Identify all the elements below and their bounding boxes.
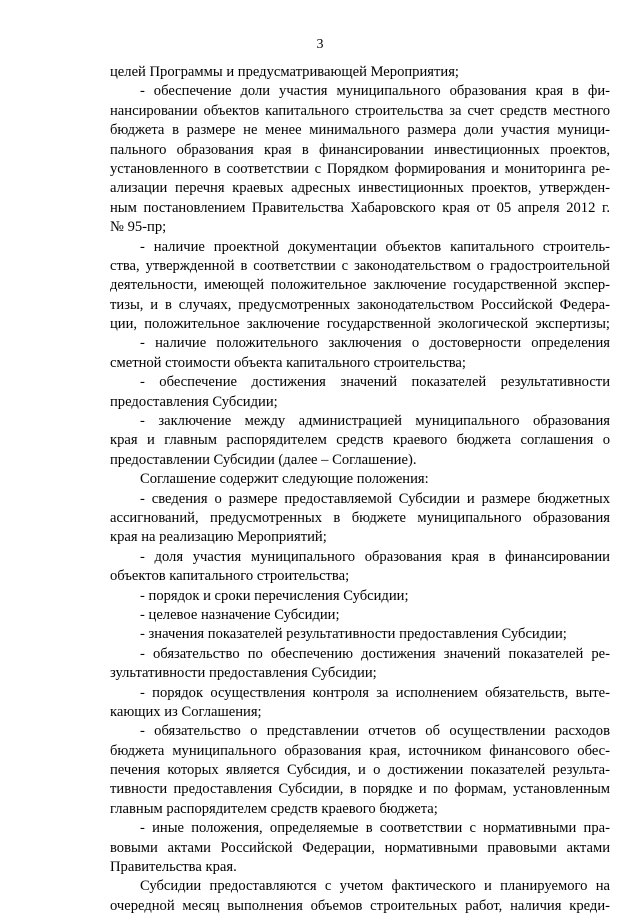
text-line: пального образования края в финансировании инвестиционных проектов, xyxy=(110,141,610,158)
text-line: вовыми актами Российской Федерации, нормативными правовыми актами xyxy=(110,839,610,856)
text-line: № 95-пр; xyxy=(110,219,167,236)
document-body xyxy=(110,63,610,916)
text-line: предоставления Субсидии; xyxy=(110,393,278,410)
text-line: ализации перечня краевых адресных инвестиционных проектов, утвержден- xyxy=(110,180,610,197)
text-line: Субсидии предоставляются с учетом фактического и планируемого на xyxy=(140,878,610,895)
text-line: деятельности, имеющей положительное заключение государственной экспер- xyxy=(110,277,610,294)
text-line: объектов капитального строительства; xyxy=(110,568,350,585)
text-line: бюджета муниципального образования края, источником финансового обес- xyxy=(110,742,610,759)
text-line: печения которых является Субсидия, и о достижении показателей результа- xyxy=(110,762,610,779)
text-line: - значения показателей результативности предоставления Субсидии; xyxy=(140,626,567,643)
text-line: - иные положения, определяемые в соответствии с нормативными пра- xyxy=(140,820,610,837)
text-line: - заключение между администрацией муниципального образования xyxy=(140,413,610,430)
text-line: - обязательство о представлении отчетов об осуществлении расходов xyxy=(140,723,610,740)
text-line: - обеспечение достижения значений показателей результативности xyxy=(140,374,610,391)
text-line: Правительства края. xyxy=(110,859,237,876)
text-line: - наличие положительного заключения о достоверности определения xyxy=(140,335,610,352)
text-line: кающих из Соглашения; xyxy=(110,703,262,720)
text-line: - обязательство по обеспечению достижения значений показателей ре- xyxy=(140,645,610,662)
text-line: нансировании объектов капитального строительства за счет средств местного xyxy=(110,102,610,119)
text-line: тивности предоставления Субсидии, в порядке и по формам, установленным xyxy=(110,781,610,798)
text-line: края и главным распорядителем средств краевого бюджета соглашения о xyxy=(110,432,610,449)
text-line: тизы, и в случаях, предусмотренных законодательством Российской Федера- xyxy=(110,296,610,313)
text-line: - целевое назначение Субсидии; xyxy=(140,606,340,623)
page-number: 3 xyxy=(316,37,324,52)
text-line: ции, положительное заключение государственной экологической экспертизы; xyxy=(110,316,610,333)
text-line: зультативности предоставления Субсидии; xyxy=(110,665,377,682)
text-line: сметной стоимости объекта капитального строительства; xyxy=(110,354,466,371)
text-line: бюджета в размере не менее минимального размера доли участия муници- xyxy=(110,122,610,139)
text-line: Соглашение содержит следующие положения: xyxy=(140,471,429,488)
text-line: ства, утвержденной в соответствии с законодательством о градостроительной xyxy=(110,257,610,274)
text-line: - порядок и сроки перечисления Субсидии; xyxy=(140,587,409,604)
text-line: очередной месяц выполнения объемов строительных работ, наличия креди- xyxy=(110,897,610,914)
text-line: - сведения о размере предоставляемой Субсидии и размере бюджетных xyxy=(140,490,610,507)
text-line: - обеспечение доли участия муниципального образования края в фи- xyxy=(140,83,610,100)
text-line: установленного в соответствии с Порядком формирования и мониторинга ре- xyxy=(110,160,610,177)
text-line: предоставлении Субсидии (далее – Соглашение). xyxy=(110,451,417,468)
text-line: главным распорядителем средств краевого бюджета; xyxy=(110,800,438,817)
text-line: - наличие проектной документации объектов капитального строитель- xyxy=(140,238,610,255)
text-line: - доля участия муниципального образования края в финансировании xyxy=(140,548,610,565)
text-line: ассигнований, предусмотренных в бюджете муниципального образования xyxy=(110,509,610,526)
text-line: ным постановлением Правительства Хабаровского края от 05 апреля 2012 г. xyxy=(110,199,610,216)
text-line: - порядок осуществления контроля за исполнением обязательств, выте- xyxy=(140,684,610,701)
text-line: целей Программы и предусматривающей Мероприятия; xyxy=(110,64,459,80)
text-line: края на реализацию Мероприятий; xyxy=(110,529,327,546)
